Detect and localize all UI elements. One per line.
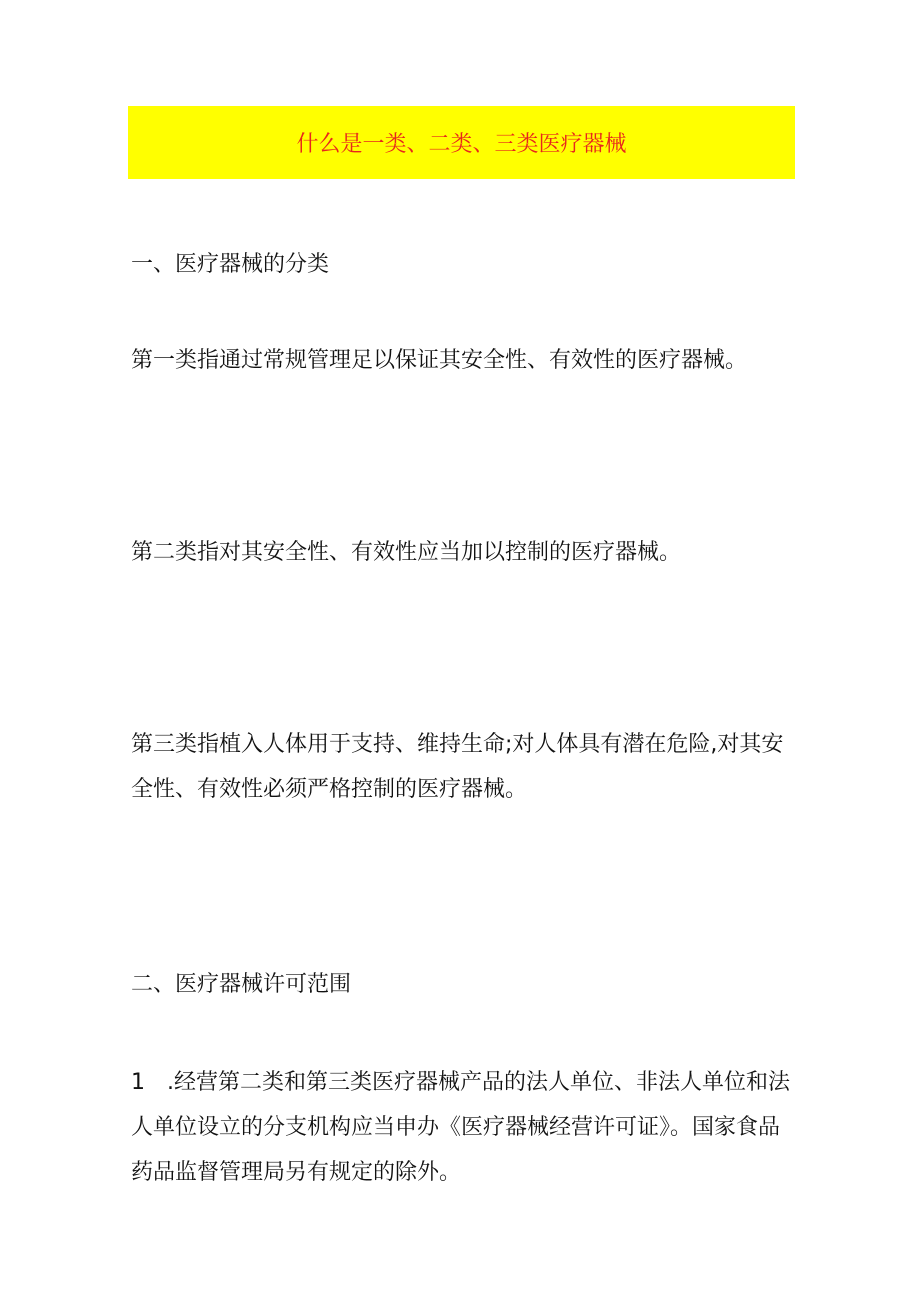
document-title: 什么是一类、二类、三类医疗器械 <box>296 132 627 157</box>
section-heading-license-scope: 二、医疗器械许可范围 <box>131 972 352 997</box>
paragraph-class-one: 第一类指通过常规管理足以保证其安全性、有效性的医疗器械。 <box>131 348 748 373</box>
paragraph-class-three: 第三类指植入人体用于支持、维持生命;对人体具有潜在危险,对其安全性、有效性必须严格控制的医疗器械。 <box>131 732 784 802</box>
paragraph-license-item-1: 1 .经营第二类和第三类医疗器械产品的法人单位、非法人单位和法人单位设立的分支机构应当申办《医疗器械经营许可证》。国家食品药品监督管理局另有规定的除外。 <box>131 1070 790 1185</box>
section-heading-classification: 一、医疗器械的分类 <box>131 252 330 277</box>
title-banner <box>128 106 795 179</box>
paragraph-class-two: 第二类指对其安全性、有效性应当加以控制的医疗器械。 <box>131 540 682 565</box>
